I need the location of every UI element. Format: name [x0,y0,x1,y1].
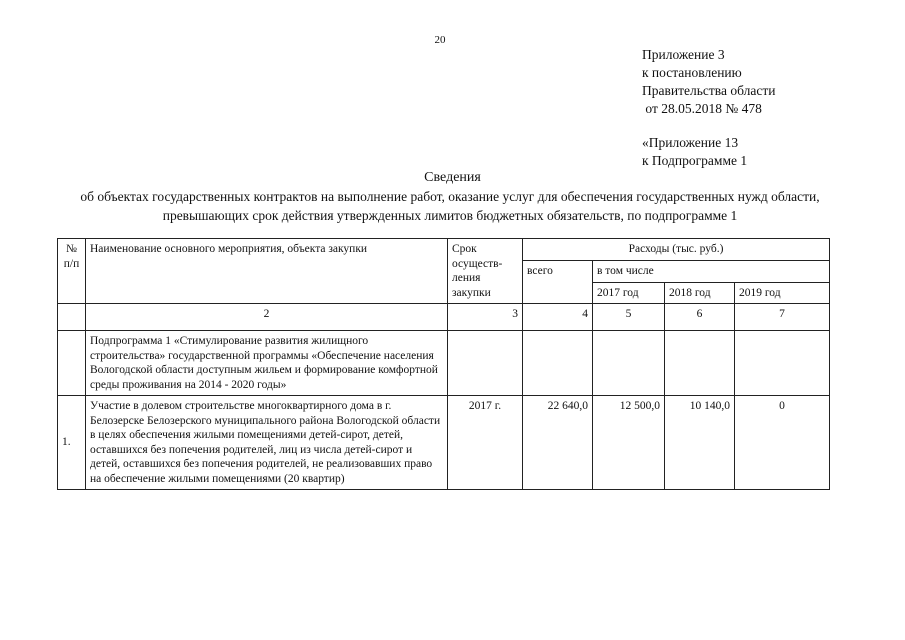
column-number: 3 [448,304,523,331]
subprogram-row [58,331,830,396]
header-including: в том числе [593,260,830,282]
column-number: 2 [86,304,448,331]
column-number: 7 [735,304,830,331]
header-term: Срок осуществ-ления закупки [448,239,523,304]
header-name: Наименование основного мероприятия, объекта закупки [86,239,448,304]
appendix-line: «Приложение 13 [642,135,739,150]
header-2018: 2018 год [665,282,735,304]
objects-table [57,238,830,490]
appendix-line: Правительства области [642,83,776,98]
header-row [58,239,830,261]
table-row [58,396,830,490]
header-total: всего [523,260,593,304]
row-2018: 10 140,0 [665,396,735,490]
row-total: 22 640,0 [523,396,593,490]
header-2017: 2017 год [593,282,665,304]
header-expenses: Расходы (тыс. руб.) [523,239,830,261]
empty-cell [58,331,86,396]
header-num: № п/п [58,239,86,304]
row-2019: 0 [735,396,830,490]
column-number: 5 [593,304,665,331]
empty-cell [593,331,665,396]
header-2019: 2019 год [735,282,830,304]
subprogram-name: Подпрограмма 1 «Стимулирование развития жилищного строительства» государственной программы «Обеспечение населения Вологодской области доступным жильем и формирование комфортной среды проживания на 2014 - 2020 годы» [86,331,448,396]
appendix-line: к постановлению [642,65,742,80]
row-name: Участие в долевом строительстве многоквартирного дома в г. Белозерске Белозерского муниципального района Вологодской области в целях обеспечения жилыми помещениями детей-сирот, детей, оставшихся без попечения родителей, лиц из числа детей-сирот и детей, оставшихся без попечения родителей, не реализовавших право на обеспечение жилыми помещениями (20 квартир) [86,396,448,490]
row-number: 1. [58,396,86,490]
column-number: 4 [523,304,593,331]
empty-cell [448,331,523,396]
appendix-line: от 28.05.2018 № 478 [642,101,762,116]
appendix-line: к Подпрограмме 1 [642,153,748,168]
document-subtitle: об объектах государственных контрактов на выполнение работ, оказание услуг для обеспечения государственных нужд области, превышающих срок действия утвержденных лимитов бюджетных обязательств, по подпрограмме 1 [80,189,820,223]
document-title: Сведения [424,170,481,185]
appendix-block [642,46,775,118]
column-number-row [58,304,830,331]
empty-cell [735,331,830,396]
empty-cell [665,331,735,396]
column-number: 1 [58,304,86,331]
row-term: 2017 г. [448,396,523,490]
row-2017: 12 500,0 [593,396,665,490]
appendix-block-2 [642,134,747,170]
column-number: 6 [665,304,735,331]
appendix-line: Приложение 3 [642,47,725,62]
page-number: 20 [434,34,446,46]
empty-cell [523,331,593,396]
